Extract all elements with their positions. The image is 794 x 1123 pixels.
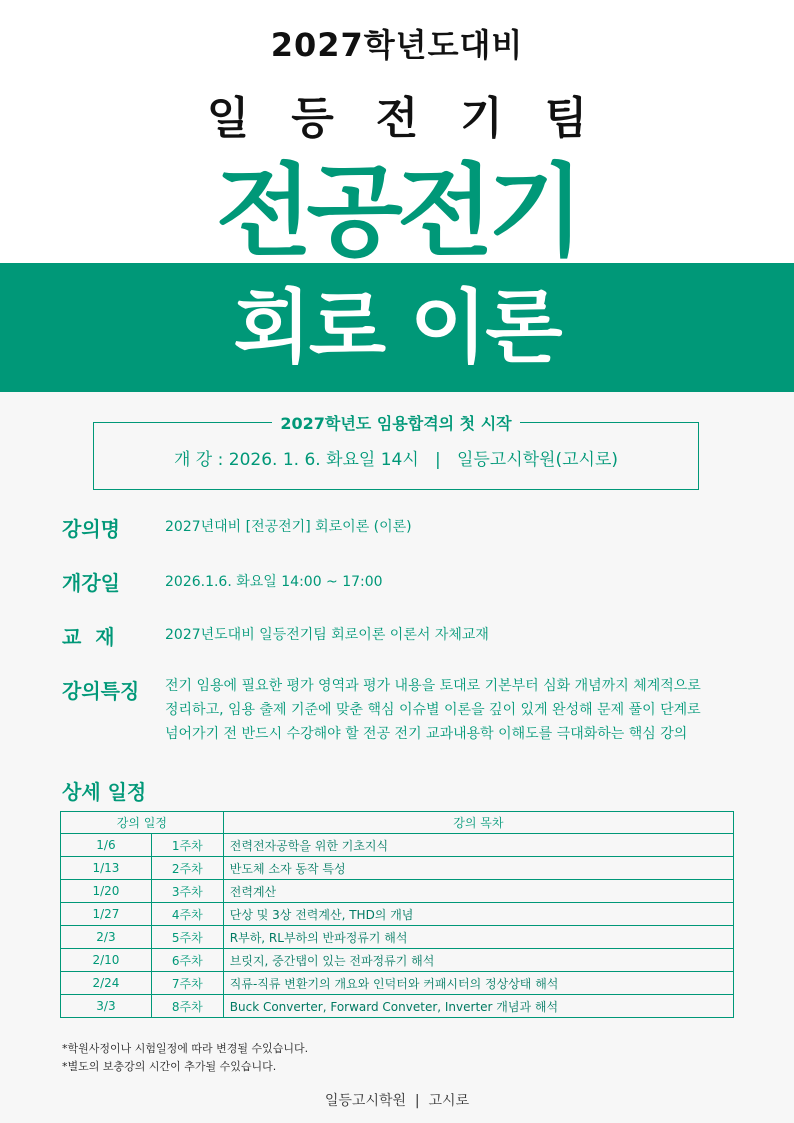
row-topic: R부하, RL부하의 반파정류기 해석 (223, 926, 733, 949)
row-week: 8주차 (151, 995, 223, 1018)
opening-text: 개 강 : 2026. 1. 6. 화요일 14시 | 일등고시학원(고시로) (173, 450, 619, 470)
feature-text (165, 674, 765, 746)
row-date: 2/10 (61, 949, 152, 972)
course-value: 2027년대비 [전공전기] 회로이론 (이론) (165, 519, 412, 535)
table-header-row (61, 812, 734, 834)
table-row (61, 857, 734, 880)
row-date: 2/3 (61, 926, 152, 949)
row-date: 3/3 (61, 995, 152, 1018)
row-date: 2/24 (61, 972, 152, 995)
row-week: 3주차 (151, 880, 223, 903)
opening-box (93, 414, 699, 490)
supertitle: 2027학년도대비 (270, 26, 524, 64)
note-line: *학원사정이나 시험일정에 따라 변경될 수있습니다. (62, 1042, 309, 1055)
row-topic: 반도체 소자 동작 특성 (223, 857, 733, 880)
table-row (61, 834, 734, 857)
col-header-contents: 강의 목차 (223, 812, 733, 834)
table-row (61, 903, 734, 926)
table-row (61, 949, 734, 972)
schedule-title: 상세 일정 (62, 780, 147, 804)
feature-line: 전기 임용에 필요한 평가 영역과 평가 내용을 토대로 기본부터 심화 개념까지 체계적으로 (165, 678, 701, 694)
row-topic: 전력계산 (223, 880, 733, 903)
row-date: 1/27 (61, 903, 152, 926)
note-line: *별도의 보충강의 시간이 추가될 수있습니다. (62, 1060, 277, 1073)
row-week: 5주차 (151, 926, 223, 949)
row-week: 6주차 (151, 949, 223, 972)
notes (62, 1040, 308, 1076)
row-week: 4주차 (151, 903, 223, 926)
table-row (61, 972, 734, 995)
start-value: 2026.1.6. 화요일 14:00 ~ 17:00 (165, 574, 383, 590)
row-topic: 단상 및 3상 전력계산, THD의 개념 (223, 903, 733, 926)
table-row (61, 995, 734, 1018)
feature-line: 정리하고, 임용 출제 기준에 맞춘 핵심 이슈별 이론을 깊이 있게 완성해 문제 풀이 단계로 (165, 702, 701, 718)
feature-line: 넘어가기 전 반드시 수강해야 할 전공 전기 교과내용학 이해도를 극대화하는 핵심 강의 (165, 726, 688, 742)
feature-label: 강의특징 (62, 679, 140, 703)
schedule-table (60, 811, 734, 1018)
textbook-label: 교 재 (62, 625, 115, 649)
textbook-value: 2027년도대비 일등전기팀 회로이론 이론서 자체교재 (165, 627, 489, 643)
table-row (61, 880, 734, 903)
row-date: 1/13 (61, 857, 152, 880)
row-date: 1/6 (61, 834, 152, 857)
start-label: 개강일 (62, 571, 120, 595)
opening-box-title-wrap (94, 411, 698, 434)
course-label: 강의명 (62, 517, 120, 541)
footer-text: 일등고시학원 | 고시로 (324, 1093, 470, 1109)
row-topic: 전력전자공학을 위한 기초지식 (223, 834, 733, 857)
row-week: 7주차 (151, 972, 223, 995)
row-week: 1주차 (151, 834, 223, 857)
row-week: 2주차 (151, 857, 223, 880)
row-topic: 직류-직류 변환기의 개요와 인덕터와 커패시터의 정상상태 해석 (223, 972, 733, 995)
main-title: 전공전기 (215, 153, 579, 270)
team-name: 일등전기팀 (206, 93, 630, 144)
row-date: 1/20 (61, 880, 152, 903)
opening-box-title: 2027학년도 임용합격의 첫 시작 (272, 414, 519, 433)
table-row (61, 926, 734, 949)
row-topic: Buck Converter, Forward Conveter, Inverter 개념과 해석 (223, 995, 733, 1018)
sub-title: 회로 이론 (233, 281, 561, 374)
row-topic: 브릿지, 중간탭이 있는 전파정류기 해석 (223, 949, 733, 972)
col-header-schedule: 강의 일정 (61, 812, 224, 834)
